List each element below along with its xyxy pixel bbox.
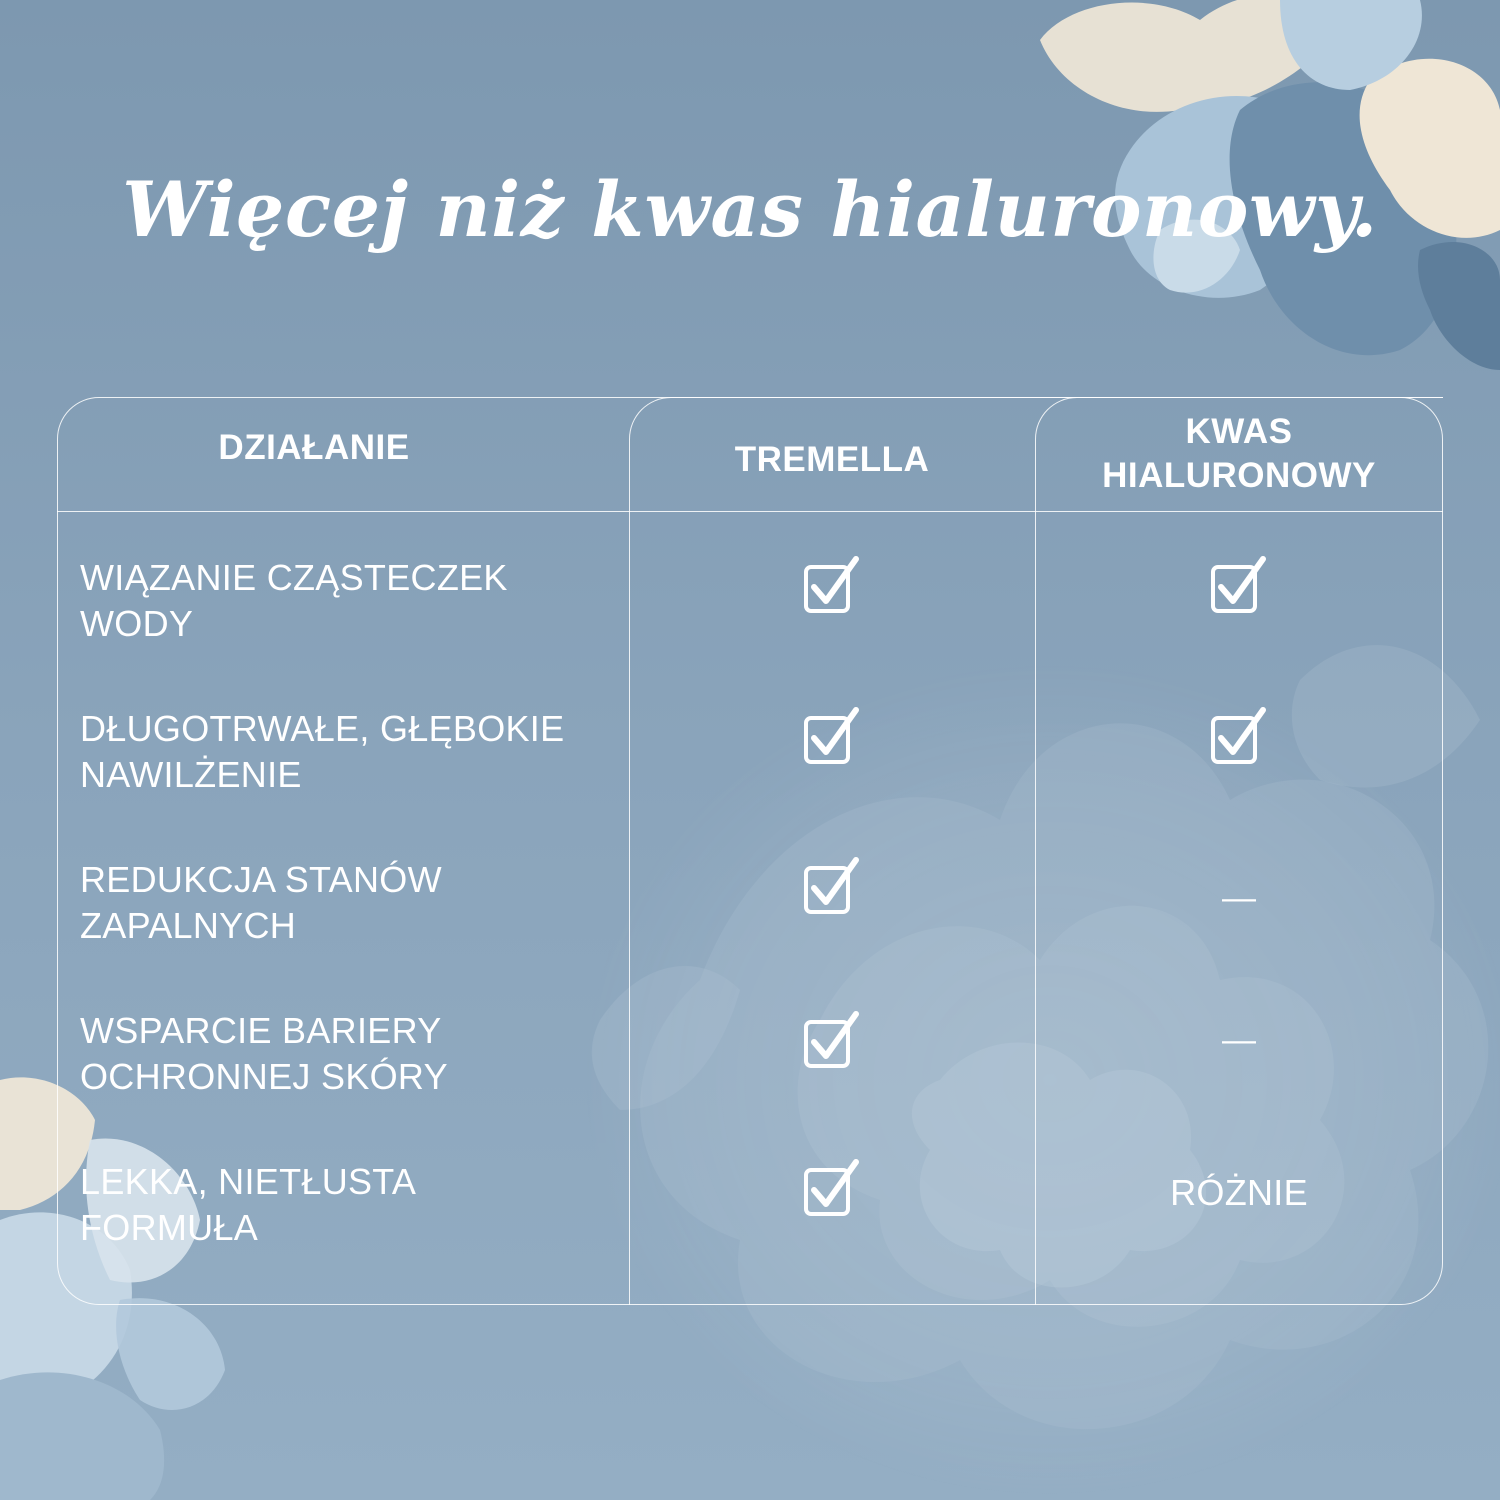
header-action-label: DZIAŁANIE (218, 428, 410, 467)
header-action (57, 391, 571, 505)
check-icon (629, 853, 1035, 923)
row-label (80, 706, 620, 798)
row-label (80, 1159, 620, 1251)
row-label-line1: DŁUGOTRWAŁE, GŁĘBOKIE (80, 708, 565, 749)
not-applicable-dash: — (1222, 1020, 1256, 1059)
row-label (80, 1008, 620, 1100)
header-hyaluronic-line1: KWAS (1185, 412, 1293, 451)
row-label-line2: NAWILŻENIE (80, 754, 302, 795)
header-hyaluronic (1035, 397, 1443, 511)
row-label-line1: WSPARCIE BARIERY (80, 1010, 442, 1051)
row-label (80, 857, 620, 949)
check-icon (1035, 552, 1443, 622)
row-label-line1: LEKKA, NIETŁUSTA (80, 1161, 417, 1202)
page-title: Więcej niż kwas hialuronowy. (122, 165, 1378, 254)
comparison-table (57, 397, 1443, 1305)
check-icon (629, 703, 1035, 773)
header-hyaluronic-label (1102, 410, 1376, 498)
row-label (80, 555, 620, 647)
check-icon (1035, 703, 1443, 773)
row-label-line1: WIĄZANIE CZĄSTECZEK (80, 557, 508, 598)
row-label-line1: REDUKCJA STANÓW (80, 859, 442, 900)
check-icon (629, 552, 1035, 622)
row-label-line2: OCHRONNEJ SKÓRY (80, 1056, 448, 1097)
header-hyaluronic-line2: HIALURONOWY (1102, 456, 1376, 495)
check-icon (629, 1155, 1035, 1225)
varies-value: RÓŻNIE (1170, 1172, 1308, 1213)
row-label-line2: WODY (80, 603, 194, 644)
check-icon (629, 1007, 1035, 1077)
header-tremella (629, 403, 1035, 517)
not-applicable-dash: — (1222, 878, 1256, 917)
row-label-line2: FORMUŁA (80, 1207, 259, 1248)
row-label-line2: ZAPALNYCH (80, 905, 297, 946)
header-tremella-label: TREMELLA (734, 440, 930, 479)
